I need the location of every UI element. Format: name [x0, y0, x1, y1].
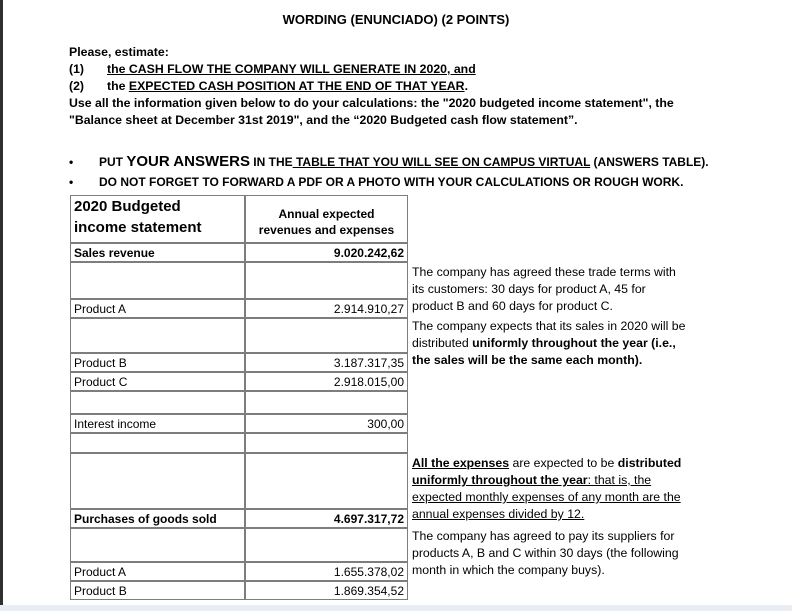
row-purch-a-label: Product A: [70, 562, 245, 581]
row-empty: [245, 528, 408, 562]
page-title: WORDING (ENUNCIADO) (2 POINTS): [282, 12, 510, 27]
intro-use-line-2: "Balance sheet at December 31st 2019", and the “2020 Budgeted cash flow statement”.: [69, 113, 578, 127]
bullet-icon: •: [69, 175, 74, 189]
row-sales-label: Sales revenue: [70, 243, 245, 262]
row-product-a-label: Product A: [70, 299, 245, 318]
row-sales-value: 9.020.242,62: [245, 243, 408, 262]
row-empty: [70, 318, 245, 353]
table-header-left: 2020 Budgeted income statement: [70, 195, 245, 243]
row-purchases-label: Purchases of goods sold: [70, 509, 245, 528]
intro-use-line-1: Use all the information given below to do your calculations: the "2020 budgeted income statement", the: [69, 96, 674, 110]
bullet-answers: • PUT YOUR ANSWERS IN THE TABLE THAT YOU WILL SEE ON CAMPUS VIRTUAL (ANSWERS TABLE).: [69, 153, 709, 170]
row-empty: [245, 391, 408, 414]
row-empty: [70, 262, 245, 299]
intro-block: [69, 44, 769, 129]
row-product-a-value: 2.914.910,27: [245, 299, 408, 318]
note-suppliers: The company has agreed to pay its suppliers for products A, B and C within 30 days (the following month in which the company buys).: [412, 529, 679, 577]
row-purch-a-value: 1.655.378,02: [245, 562, 408, 581]
bullet-forward: • DO NOT FORGET TO FORWARD A PDF OR A PHOTO WITH YOUR CALCULATIONS OR ROUGH WORK.: [69, 172, 709, 192]
intro-lead: Please, estimate:: [69, 45, 169, 59]
row-interest-value: 300,00: [245, 414, 408, 433]
row-empty: [70, 453, 245, 509]
row-interest-label: Interest income: [70, 414, 245, 433]
intro-item-2: (2) the EXPECTED CASH POSITION AT THE END OF THAT YEAR.: [69, 79, 468, 93]
row-empty: [245, 453, 408, 509]
row-empty: [245, 433, 408, 453]
row-empty: [70, 433, 245, 453]
row-product-c-label: Product C: [70, 372, 245, 391]
row-empty: [245, 262, 408, 299]
row-product-b-label: Product B: [70, 353, 245, 372]
row-purch-b-value: 1.869.354,52: [245, 581, 408, 600]
row-product-b-value: 3.187.317,35: [245, 353, 408, 372]
bottom-edge-bar: [0, 605, 792, 611]
note-trade-terms: The company has agreed these trade terms with its customers: 30 days for product A, 45 for product B and 60 days for product C.: [412, 265, 676, 313]
intro-item-1: (1) the CASH FLOW THE COMPANY WILL GENERATE IN 2020, and: [69, 62, 476, 76]
bullet-icon: •: [69, 155, 74, 169]
row-purchases-value: 4.697.317,72: [245, 509, 408, 528]
bullet-list: [69, 152, 709, 192]
row-purch-b-label: Product B: [70, 581, 245, 600]
row-empty: [70, 528, 245, 562]
row-empty: [245, 318, 408, 353]
row-product-c-value: 2.918.015,00: [245, 372, 408, 391]
note-sales-distribution: The company expects that its sales in 2020 will be distributed uniformly throughout the year (i.e., the sales will be the same each month).: [412, 319, 686, 367]
table-header-right: Annual expected revenues and expenses: [245, 195, 408, 243]
note-expenses: All the expenses are expected to be distributed uniformly throughout the year: that is, the expected monthly expenses of any month are the annual expenses divided by 12.: [412, 456, 682, 521]
row-empty: [70, 391, 245, 414]
